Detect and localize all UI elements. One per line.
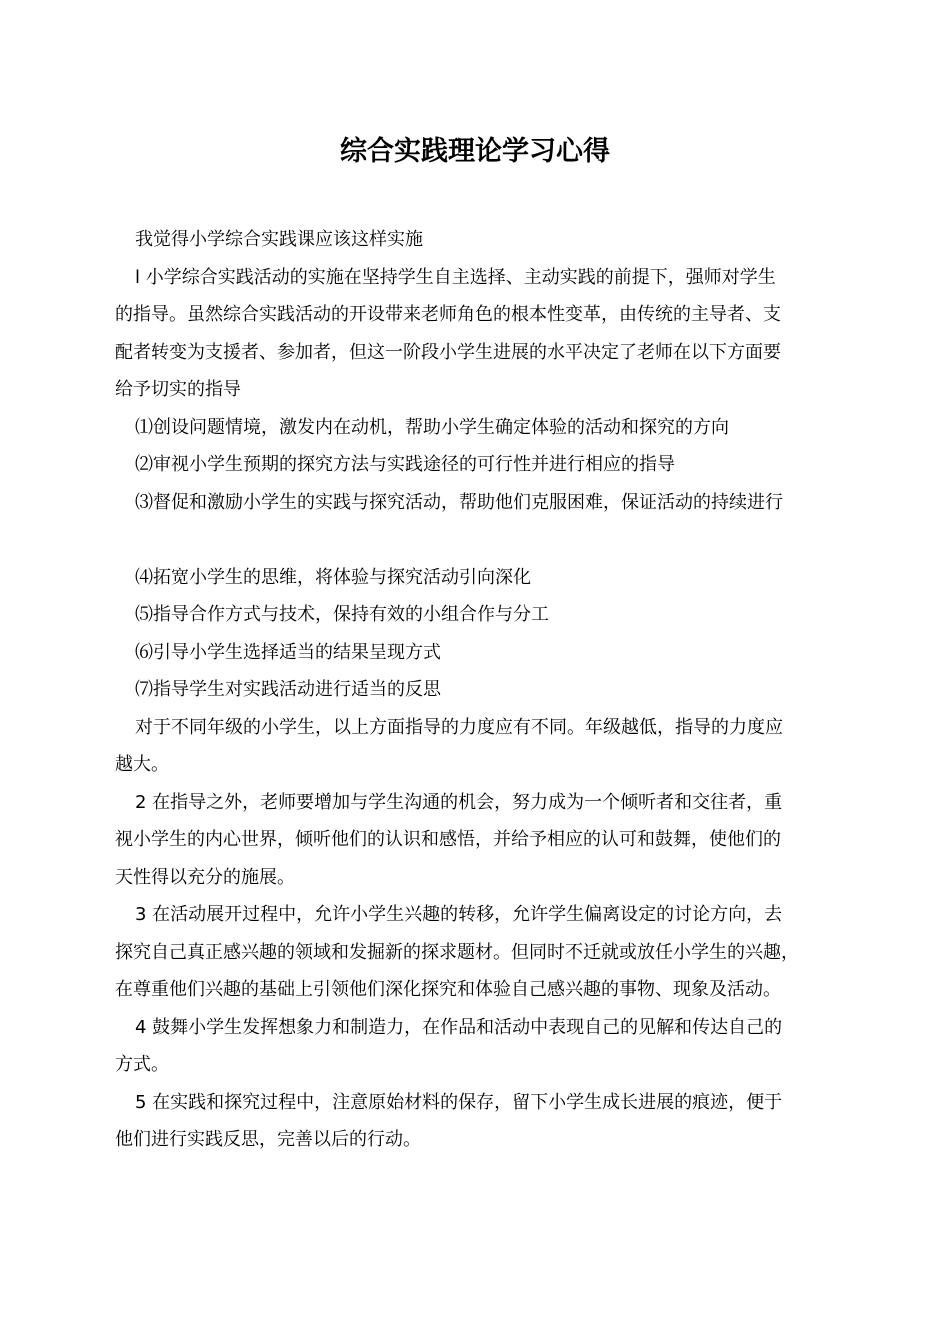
paragraph-line: l 小学综合实践活动的实施在坚持学生自主选择、主动实践的前提下，强师对学生: [135, 266, 776, 288]
paragraph-line: 5 在实践和探究过程中，注意原始材料的保存，留下小学生成长进展的痕迹，便于: [135, 1091, 783, 1113]
list-item: ⑸指导合作方式与技术，保持有效的小组合作与分工: [135, 604, 549, 625]
paragraph-line: 越大。: [115, 754, 169, 775]
paragraph-line: 对于不同年级的小学生，以上方面指导的力度应有不同。年级越低，指导的力度应: [135, 716, 783, 738]
list-item: ⑺指导学生对实践活动进行适当的反思: [135, 679, 441, 700]
paragraph-line: 视小学生的内心世界，倾听他们的认识和感悟，并给予相应的认可和鼓舞，使他们的: [115, 829, 781, 850]
paragraph-line: 探究自己真正感兴趣的领域和发掘新的探求题材。但同时不迁就或放任小学生的兴趣，: [115, 941, 799, 963]
paragraph-line: 天性得以充分的施展。: [115, 866, 295, 888]
paragraph-line: 4 鼓舞小学生发挥想象力和制造力，在作品和活动中表现自己的见解和传达自己的: [135, 1016, 783, 1038]
paragraph-line: 他们进行实践反思，完善以后的行动。: [115, 1129, 421, 1150]
list-item: ⑶督促和激励小学生的实践与探究活动，帮助他们克服困难，保证活动的持续进行: [135, 491, 783, 513]
list-item: ⑹引导小学生选择适当的结果呈现方式: [135, 641, 441, 663]
paragraph-line: 在尊重他们兴趣的基础上引领他们深化探究和体验自己感兴趣的事物、现象及活动。: [115, 979, 781, 1000]
paragraph-line: 给予切实的指导: [115, 379, 241, 400]
paragraph-line: 方式。: [115, 1054, 169, 1075]
paragraph-line: 3 在活动展开过程中，允许小学生兴趣的转移，允许学生偏离设定的讨论方向，去: [135, 904, 783, 925]
paragraph-line: 配者转变为支援者、参加者，但这一阶段小学生进展的水平决定了老师在以下方面要: [115, 341, 781, 363]
list-item: ⑵审视小学生预期的探究方法与实践途径的可行性并进行相应的指导: [135, 454, 675, 475]
paragraph-line: 的指导。虽然综合实践活动的开设带来老师角色的根本性变革，由传统的主导者、支: [115, 304, 781, 325]
document-body: [115, 221, 850, 1159]
document-title: 综合实践理论学习心得: [340, 136, 610, 167]
paragraph-intro: 我觉得小学综合实践课应该这样实施: [135, 229, 423, 250]
paragraph-line: 2 在指导之外，老师要增加与学生沟通的机会，努力成为一个倾听者和交往者，重: [135, 791, 783, 813]
list-item: ⑴创设问题情境，激发内在动机，帮助小学生确定体验的活动和探究的方向: [135, 416, 729, 438]
blank-line: [115, 521, 850, 559]
list-item: ⑷拓宽小学生的思维，将体验与探究活动引向深化: [135, 566, 531, 588]
